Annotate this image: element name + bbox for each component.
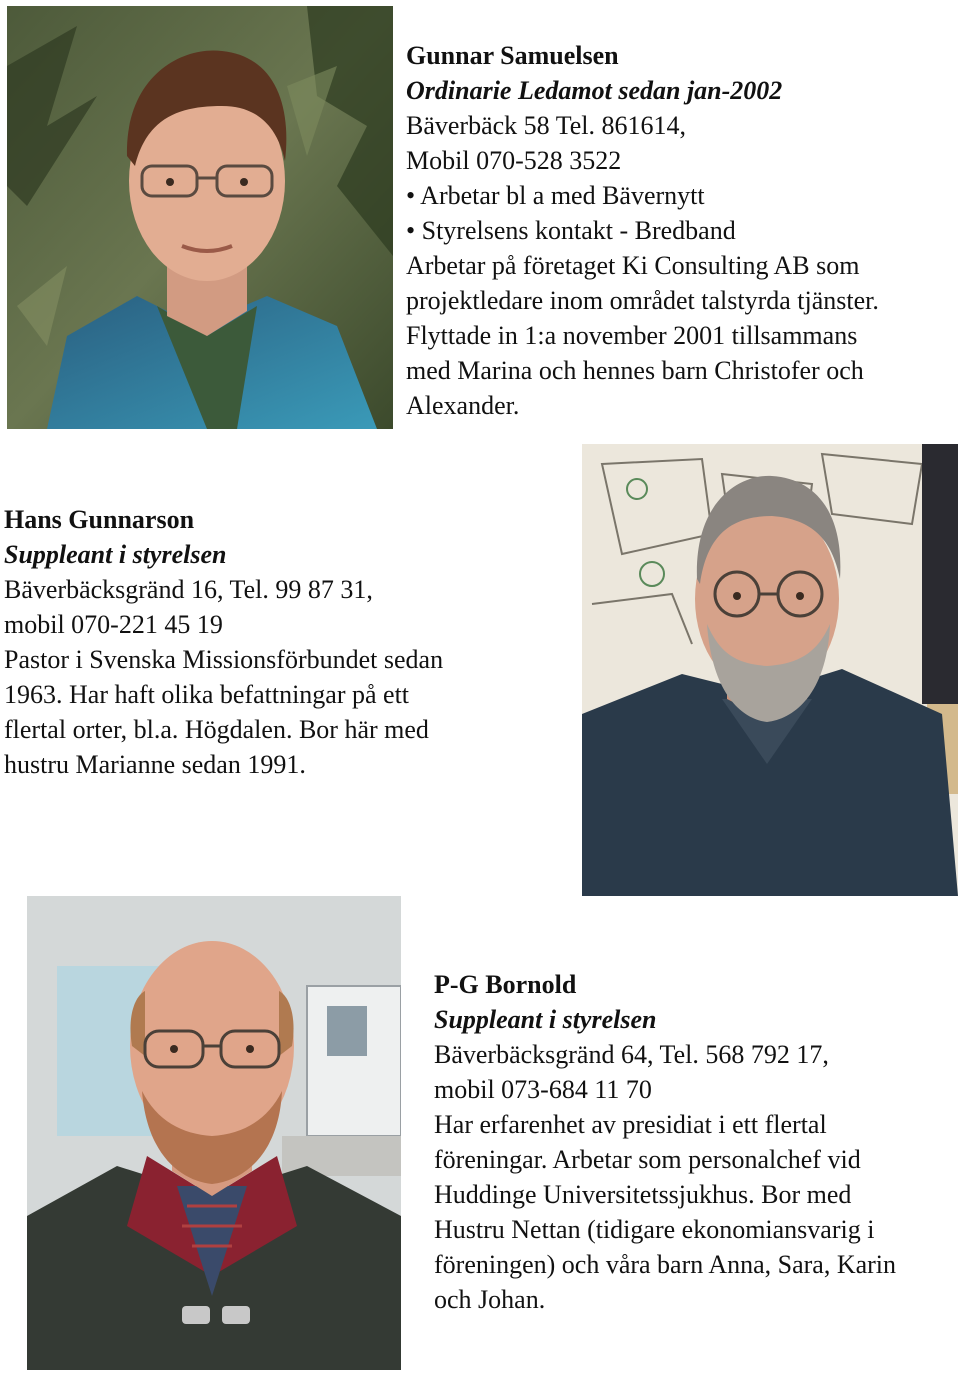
bio-line: Pastor i Svenska Missionsförbundet sedan bbox=[4, 645, 444, 674]
bio-line: 1963. Har haft olika befattningar på ett bbox=[4, 680, 410, 709]
bio-line: hustru Marianne sedan 1991. bbox=[4, 750, 306, 779]
bio-line: Bäverbäcksgränd 16, Tel. 99 87 31, bbox=[4, 575, 373, 604]
bio-line: • Arbetar bl a med Bävernytt bbox=[406, 181, 705, 210]
bio-line: flertal orter, bl.a. Högdalen. Bor här med bbox=[4, 715, 429, 744]
bio-line: • Styrelsens kontakt - Bredband bbox=[406, 216, 736, 245]
portrait-illustration bbox=[7, 6, 393, 429]
bio-line: projektledare inom området talstyrda tjänster. bbox=[406, 286, 879, 315]
bio-line: mobil 070-221 45 19 bbox=[4, 610, 223, 639]
bio-line: med Marina och hennes barn Christofer och bbox=[406, 356, 864, 385]
portrait-illustration bbox=[582, 444, 958, 896]
bio-line: föreningen) och våra barn Anna, Sara, Karin bbox=[434, 1250, 897, 1279]
bio-hans-gunnarson bbox=[4, 502, 443, 782]
member-role: Suppleant i styrelsen bbox=[4, 540, 227, 569]
bio-line: Hustru Nettan (tidigare ekonomiansvarig i bbox=[434, 1215, 875, 1244]
bio-line: Mobil 070-528 3522 bbox=[406, 146, 622, 175]
bio-line: föreningar. Arbetar som personalchef vid bbox=[434, 1145, 861, 1174]
bio-gunnar-samuelsen bbox=[406, 38, 879, 423]
member-name: P-G Bornold bbox=[434, 970, 577, 999]
bio-line: Bäverbäck 58 Tel. 861614, bbox=[406, 111, 687, 140]
member-role: Ordinarie Ledamot sedan jan-2002 bbox=[406, 76, 783, 105]
bio-pg-bornold bbox=[434, 967, 896, 1317]
bio-line: Huddinge Universitetssjukhus. Bor med bbox=[434, 1180, 852, 1209]
bio-line: Alexander. bbox=[406, 391, 520, 420]
member-name: Hans Gunnarson bbox=[4, 505, 195, 534]
bio-line: mobil 073-684 11 70 bbox=[434, 1075, 652, 1104]
portrait-illustration bbox=[27, 896, 401, 1370]
bio-line: och Johan. bbox=[434, 1285, 546, 1314]
photo-gunnar-samuelsen bbox=[7, 6, 393, 429]
photo-hans-gunnarson bbox=[582, 444, 958, 896]
bio-line: Flyttade in 1:a november 2001 tillsammans bbox=[406, 321, 858, 350]
bio-line: Har erfarenhet av presidiat i ett flertal bbox=[434, 1110, 827, 1139]
member-name: Gunnar Samuelsen bbox=[406, 41, 619, 70]
photo-pg-bornold bbox=[27, 896, 401, 1370]
bio-line: Arbetar på företaget Ki Consulting AB som bbox=[406, 251, 860, 280]
bio-line: Bäverbäcksgränd 64, Tel. 568 792 17, bbox=[434, 1040, 829, 1069]
member-role: Suppleant i styrelsen bbox=[434, 1005, 657, 1034]
